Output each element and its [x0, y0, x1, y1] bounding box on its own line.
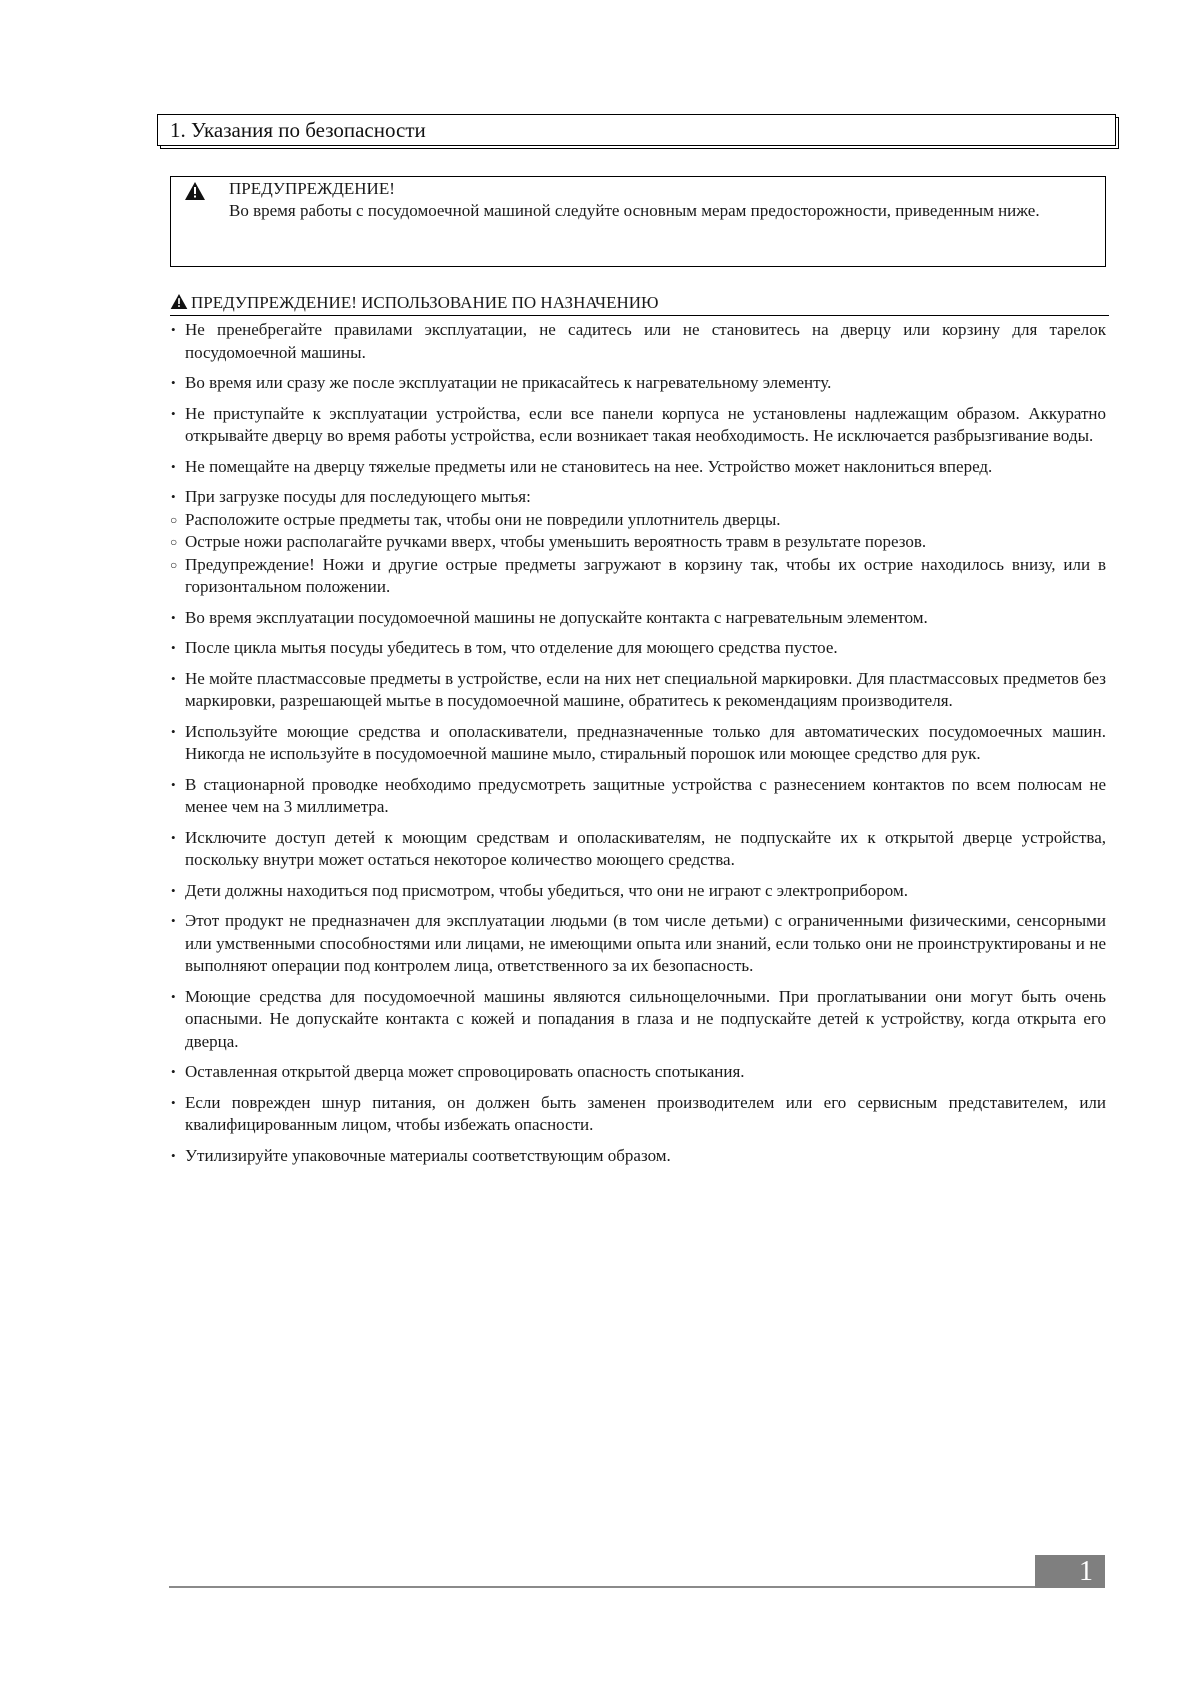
list-item: • Оставленная открытой дверца может спровоцировать опасность спотыкания.: [170, 1061, 1106, 1084]
page-number-box: [1035, 1555, 1105, 1588]
bullet-icon: •: [171, 882, 176, 898]
list-item: • При загрузке посуды для последующего мытья:: [170, 486, 1106, 509]
list-item: • В стационарной проводке необходимо предусмотреть защитные устройства с разнесением контактов по всем полюсам не менее чем на 3 миллиметра.: [171, 774, 1106, 816]
list-item: • Не помещайте на дверцу тяжелые предметы или не становитесь на нее. Устройство может наклониться вперед.: [170, 456, 1106, 479]
bullet-icon: •: [171, 670, 176, 686]
warning-box: [170, 176, 1106, 267]
list-item: • Не пренебрегайте правилами эксплуатации, не садитесь или не становитесь на дверцу или корзину для тарелок посудомоечной машины.: [171, 320, 1106, 362]
list-item: • Моющие средства для посудомоечной машины являются сильнощелочными. При проглатывании они могут быть очень опасными. Не допускайте контакта с кожей и попадания в глаза и не подпускайте детей к устройству, когда открыта его дверца.: [171, 986, 1106, 1051]
bullet-icon: •: [171, 1147, 176, 1163]
list-item: • Если поврежден шнур питания, он должен быть заменен производителем или его сервисным представителем, или квалифицированным лицом, чтобы избежать опасности.: [171, 1092, 1106, 1134]
circle-bullet-icon: ○: [170, 557, 178, 572]
list-item: • Во время эксплуатации посудомоечной машины не допускайте контакта с нагревательным элементом.: [170, 607, 1106, 630]
sub-list-item: ○ Расположите острые предметы так, чтобы они не повредили уплотнитель дверцы.: [170, 509, 1106, 532]
sub-list-item: ○ Предупреждение! Ножи и другие острые предметы загружают в корзину так, чтобы их острие находилось внизу, или в горизонтальном положении.: [170, 554, 1106, 596]
bullet-icon: •: [171, 458, 176, 474]
list-item: • Во время или сразу же после эксплуатации не прикасайтесь к нагревательному элементу.: [170, 372, 1106, 395]
bullet-icon: •: [171, 489, 176, 504]
warning-triangle-icon: [170, 294, 188, 309]
page-title: 1. Указания по безопасности: [170, 118, 426, 142]
bullet-icon: •: [171, 988, 176, 1004]
sub-list-item: ○ Острые ножи располагайте ручками вверх, чтобы уменьшить вероятность травм в результате порезов.: [170, 531, 1106, 554]
list-item: • Не мойте пластмассовые предметы в устройстве, если на них нет специальной маркировки. Для пластмассовых предметов без маркировки, разрешающей мытье в посудомоечной машине, обратитесь к рекомендациям производителя.: [171, 668, 1106, 710]
list-item: • После цикла мытья посуды убедитесь в том, что отделение для моющего средства пустое.: [170, 637, 1106, 660]
bullet-icon: •: [171, 375, 176, 390]
bullet-icon: •: [171, 1094, 176, 1110]
list-item: • Используйте моющие средства и ополаскиватели, предназначенные только для автоматических посудомоечных машин. Никогда не используйте в посудомоечной машине мыло, стиральный порошок или моющее средство для рук.: [171, 721, 1106, 763]
section-heading: [170, 292, 1109, 316]
bullet-icon: •: [171, 640, 176, 655]
circle-bullet-icon: ○: [170, 535, 178, 549]
list-item: • Дети должны находиться под присмотром, чтобы убедиться, что они не играют с электроприбором.: [170, 880, 1106, 903]
warning-text: Во время работы с посудомоечной машиной следуйте основным мерам предосторожности, приведенным ниже.: [229, 201, 1040, 220]
list-item: • Не приступайте к эксплуатации устройства, если все панели корпуса не установлены надлежащим образом. Аккуратно открывайте дверцу во время работы устройства, если возникает такая необходимость. Не исключается разбрызгивание воды.: [171, 403, 1106, 445]
bullet-icon: •: [171, 829, 176, 845]
list-item: • Этот продукт не предназначен для эксплуатации людьми (в том числе детьми) с ограниченными физическими, сенсорными или умственными способностями или лицами, не имеющими опыта или знаний, если только они не проинструктированы и не выполняют операции под контролем лица, ответственного за их безопасность.: [171, 911, 1106, 975]
bullet-icon: •: [171, 322, 176, 337]
circle-bullet-icon: ○: [170, 512, 178, 527]
footer-rule: [169, 1586, 1037, 1588]
bullet-icon: •: [171, 1064, 176, 1079]
safety-instructions-list: [170, 319, 1106, 1175]
bullet-icon: •: [171, 913, 176, 928]
section-heading-text: ПРЕДУПРЕЖДЕНИЕ! ИСПОЛЬЗОВАНИЕ ПО НАЗНАЧЕНИЮ: [191, 293, 659, 312]
bullet-icon: •: [171, 405, 176, 421]
bullet-icon: •: [171, 609, 176, 625]
warning-triangle-icon: [185, 182, 205, 200]
bullet-icon: •: [171, 776, 176, 792]
page-number: 1: [1079, 1556, 1093, 1587]
section-title-box: [157, 114, 1116, 146]
bullet-icon: •: [171, 723, 176, 739]
warning-title: ПРЕДУПРЕЖДЕНИЕ!: [229, 179, 395, 198]
list-item: • Утилизируйте упаковочные материалы соответствующим образом.: [170, 1145, 1106, 1168]
list-item: • Исключите доступ детей к моющим средствам и ополаскивателям, не подпускайте их к открытой дверце устройства, поскольку внутри может остаться некоторое количество моющего средства.: [171, 827, 1106, 869]
